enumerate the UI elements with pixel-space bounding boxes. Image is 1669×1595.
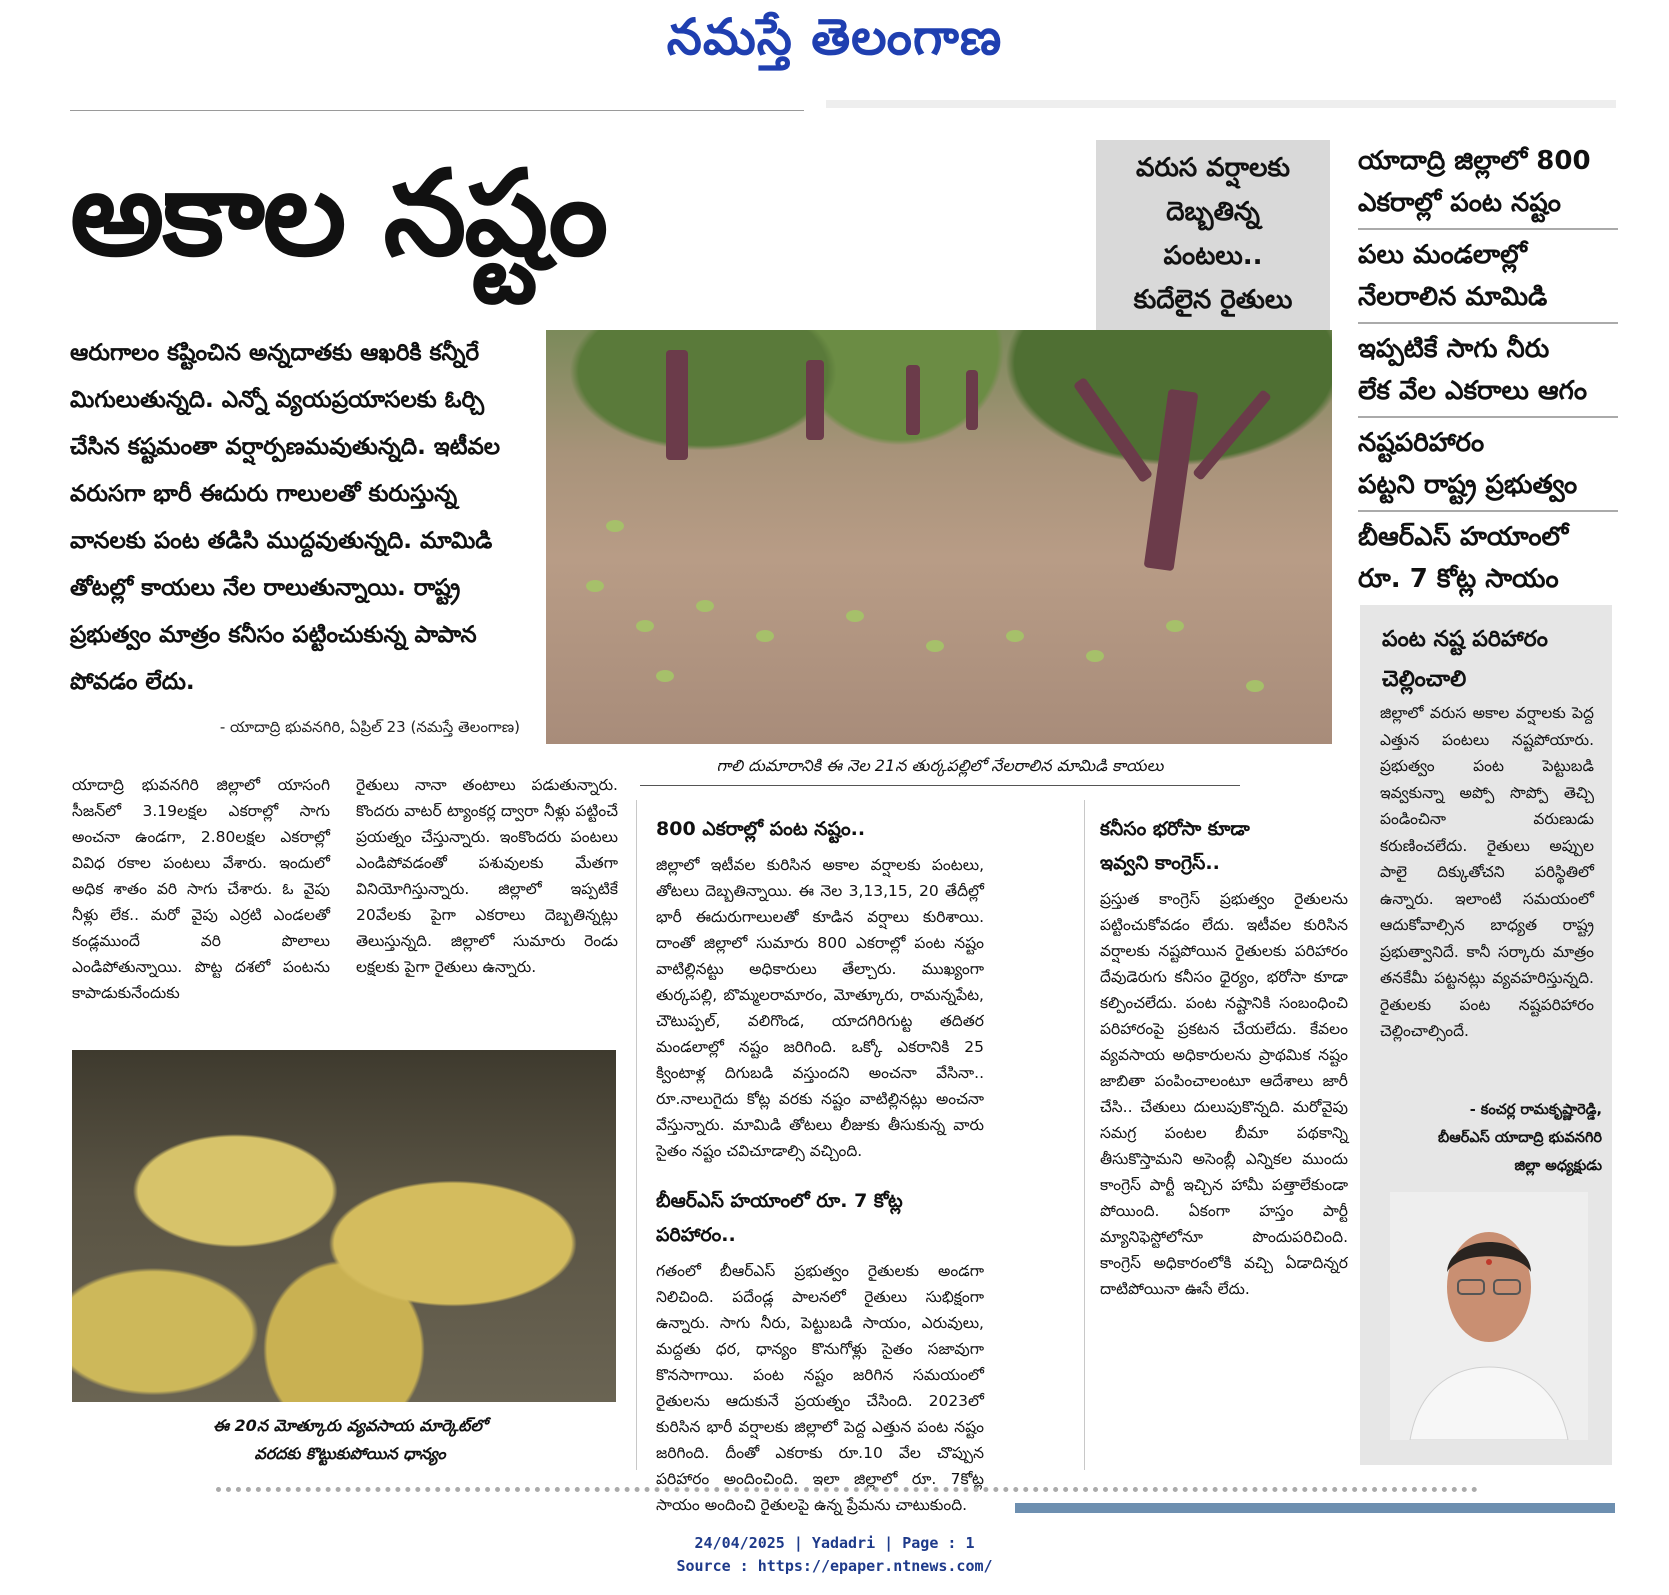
highlight-item bbox=[1358, 328, 1618, 418]
column-divider bbox=[1084, 800, 1085, 1470]
top-rule-right bbox=[826, 100, 1616, 108]
section-body: గతంలో బీఆర్ఎస్ ప్రభుత్వం రైతులకు అండగా నిలిచింది. పదేండ్ల పాలనలో రైతులు సుభిక్షంగా ఉన్నారు. సాగు నీరు, పెట్టుబడి సాయం, ఎరువులు, మద్దతు ధర, ధాన్యం కొనుగోళ్లు సైతం సజావుగా కొనసాగాయి. పంట నష్టం జరిగిన సమయంలో రైతులను ఆదుకునే ప్రయత్నం చేసింది. 2023లో కురిసిన భారీ వర్షాలకు జిల్లాలో పెద్ద ఎత్తున పంట నష్టం జరిగింది. దీంతో ఎకరాకు రూ.10 వేల చొప్పున పరిహారం అందించింది. ఇలా జిల్లాలో రూ. 7కోట్ల సాయం అందించి రైతులపై ఉన్న ప్రేమను చాటుకుంది. bbox=[656, 1262, 984, 1514]
caption-line: ఈ 20న మోత్కూరు వ్యవసాయ మార్కెట్‌లో bbox=[213, 1416, 487, 1435]
sidebar-title-line: పంట నష్ట పరిహారం bbox=[1382, 627, 1548, 652]
body-column-1: యాదాద్రి భువనగిరి జిల్లాలో యాసంగి సీజన్‌లో 3.19లక్షల ఎకరాల్లో సాగు అంచనా ఉండగా, 2.80లక్షల ఎకరాల్లో వివిధ రకాల పంటలు వేశారు. ఇందులో అధిక శాతం వరి సాగు చేశారు. ఓ వైపు నీళ్లు లేక.. మరో వైపు ఎర్రటి ఎండలతో కండ్లముందే వరి పొలాలు ఎండిపోతున్నాయి. పొట్ట దశలో పంటను కాపాడుకునేందుకు bbox=[72, 776, 330, 1002]
section-heading: 800 ఎకరాల్లో పంట నష్టం.. bbox=[656, 818, 866, 840]
section-body: ప్రస్తుత కాంగ్రెస్ ప్రభుత్వం రైతులను పట్టించుకోవడం లేదు. ఇటీవల కురిసిన వర్షాలకు నష్టపోయిన రైతులకు పరిహారం దేవుడెరుగు కనీసం ధైర్యం, భరోసా కూడా కల్పించలేదు. పంట నష్టానికి సంబంధించి పరిహారంపై ప్రకటన చేయలేదు. కేవలం వ్యవసాయ అధికారులను ప్రాథమిక నష్టం జాబితా పంపించాలంటూ ఆదేశాలు జారీ చేసి.. చేతులు దులుపుకొన్నది. మరోవైపు సమగ్ర పంటల బీమా పథకాన్ని తీసుకొస్తామని అసెంబ్లీ ఎన్నికల ముందు కాంగ్రెస్ పార్టీ ఇచ్చిన హామీ పత్తాలేకుండా పోయింది. ఏకంగా హస్తం పార్టీ మ్యానిఫెస్టోలోనూ పొందుపరిచింది. కాంగ్రెస్ అధికారంలోకి వచ్చి ఏడాదిన్నర దాటిపోయినా ఊసే లేదు. bbox=[1100, 890, 1348, 1298]
section-body: జిల్లాలో ఇటీవల కురిసిన అకాల వర్షాలకు పంటలు, తోటలు దెబ్బతిన్నాయి. ఈ నెల 3,13,15, 20 తేదీల్లో భారీ ఈదురుగాలులతో కూడిన వర్షాలు కురిశాయి. దాంతో జిల్లాలో సుమారు 800 ఎకరాల్లో పంట నష్టం వాటిల్లినట్టు అధికారులు తేల్చారు. ముఖ్యంగా తుర్కపల్లి, బొమ్మలరామారం, మోత్కూరు, రామన్నపేట, చౌటుప్పల్, వలిగొండ, యాదగిరిగుట్ట తదితర మండలాల్లో నష్టం జరిగింది. ఒక్కో ఎకరానికి 25 క్వింటాళ్ల దిగుబడి వస్తుందని అంచనా వేసినా.. రూ.నాలుగైదు కోట్ల వరకు నష్టం వాటిల్లినట్లు అంచనా వేస్తున్నారు. మామిడి తోటలు లీజుకు తీసుకున్న వారు సైతం నష్టం చవిచూడాల్సి వచ్చింది. bbox=[656, 856, 984, 1160]
sidebar-signature bbox=[1380, 1096, 1602, 1180]
top-rule-left bbox=[70, 110, 804, 111]
highlight-line: ఇప్పటికే సాగు నీరు bbox=[1358, 334, 1550, 364]
mango-orchard-photo bbox=[546, 330, 1332, 744]
section-800-acres bbox=[656, 812, 984, 1518]
section-heading: కనీసం భరోసా కూడా bbox=[1100, 818, 1250, 840]
highlight-item bbox=[1358, 516, 1618, 604]
signature-line: జిల్లా అధ్యక్షుడు bbox=[1514, 1158, 1602, 1174]
deck-line: పంటలు.. bbox=[1163, 241, 1263, 271]
sidebar-title-line: చెల్లించాలి bbox=[1382, 667, 1467, 692]
footer-source-line: Source : https://epaper.ntnews.com/ bbox=[676, 1557, 993, 1575]
highlight-line: లేక వేల ఎకరాలు ఆగం bbox=[1358, 376, 1588, 406]
signature-line: బీఆర్ఎస్ యాదాద్రి భువనగిరి bbox=[1438, 1130, 1602, 1146]
washed-grain-photo bbox=[72, 1050, 616, 1402]
highlight-item bbox=[1358, 140, 1618, 230]
highlight-line: రూ. 7 కోట్ల సాయం bbox=[1358, 564, 1559, 594]
intro-paragraph: ఆరుగాలం కష్టించిన అన్నదాతకు ఆఖరికి కన్నీరే మిగులుతున్నది. ఎన్నో వ్యయప్రయాసలకు ఓర్చి చేసిన కష్టమంతా వర్షార్పణమవుతున్నది. ఇటీవల వరుసగా భారీ ఈదురు గాలులతో కురుస్తున్న వానలకు పంట తడిసి ముద్దవుతున్నది. మామిడి తోటల్లో కాయలు నేల రాలుతున్నాయి. రాష్ట్ర ప్రభుత్వం మాత్రం కనీసం పట్టించుకున్న పాపాన పోవడం లేదు. bbox=[70, 340, 501, 695]
bottom-dotted-divider bbox=[216, 1487, 1478, 1492]
caption-line: వరదకు కొట్టుకుపోయిన ధాన్యం bbox=[254, 1444, 446, 1463]
highlight-line: బీఆర్ఎస్ హయాంలో bbox=[1358, 522, 1569, 552]
signature-line: - కంచర్ల రామకృష్ణారెడ్డి, bbox=[1469, 1102, 1602, 1118]
deck-line: దెబ్బతిన్న bbox=[1166, 197, 1260, 227]
section-heading: ఇవ్వని కాంగ్రెస్.. bbox=[1100, 852, 1220, 874]
deck-line: వరుస వర్షాలకు bbox=[1135, 153, 1291, 183]
section-congress bbox=[1100, 812, 1348, 1302]
sidebar-body: జిల్లాలో వరుస అకాల వర్షాలకు పెద్ద ఎత్తున పంటలు నష్టపోయారు. ప్రభుత్వం పంట పెట్టుబడి ఇవ్వకున్నా అప్పో సొప్పో తెచ్చి పండించినా వరుణుడు కరుణించలేదు. రైతులు అప్పుల పాలై దిక్కుతోచని పరిస్థితిలో ఉన్నారు. ఇలాంటి సమయంలో ఆదుకోవాల్సిన బాధ్యత రాష్ట్ర ప్రభుత్వానిదే. కానీ సర్కారు మాత్రం తనకేమీ పట్టనట్లు వ్యవహరిస్తున్నది. రైతులకు పంట నష్టపరిహారం చెల్లించాల్సిందే. bbox=[1380, 704, 1594, 1040]
column-divider bbox=[636, 800, 637, 1470]
body-column-2: రైతులు నానా తంటాలు పడుతున్నారు. కొందరు వాటర్ ట్యాంకర్ల ద్వారా నీళ్లు పట్టించే ప్రయత్నం చేస్తున్నారు. ఇంకొందరు పంటలు ఎండిపోవడంతో పశువులకు మేతగా వినియోగిస్తున్నారు. జిల్లాలో ఇప్పటికే 20వేలకు పైగా ఎకరాలు దెబ్బతిన్నట్లు తెలుస్తున్నది. జిల్లాలో సుమారు రెండు లక్షలకు పైగా రైతులు ఉన్నారు. bbox=[356, 776, 618, 976]
highlights-column bbox=[1358, 140, 1618, 608]
page-footer bbox=[0, 1532, 1669, 1578]
highlight-line: పట్టని రాష్ట్ర ప్రభుత్వం bbox=[1358, 470, 1578, 500]
headline: అకాల నష్టం bbox=[70, 144, 607, 282]
mango-photo-caption: గాలి దుమారానికి ఈ నెల 21న తుర్కపల్లిలో నేలరాలిన మామిడి కాయలు bbox=[640, 756, 1240, 786]
highlight-line: ఎకరాల్లో పంట నష్టం bbox=[1358, 188, 1561, 218]
portrait-photo bbox=[1390, 1192, 1588, 1440]
highlight-item bbox=[1358, 234, 1618, 324]
highlight-line: పలు మండలాల్లో bbox=[1358, 240, 1527, 270]
deck-box bbox=[1096, 140, 1330, 332]
masthead-logo: నమస్తే తెలంగాణ bbox=[666, 8, 1003, 66]
section-heading: బీఆర్ఎస్ హయాంలో రూ. 7 కోట్ల పరిహారం.. bbox=[656, 1190, 903, 1246]
highlight-item bbox=[1358, 422, 1618, 512]
next-article-strip bbox=[1015, 1503, 1615, 1513]
grain-photo-caption bbox=[120, 1412, 580, 1468]
highlight-line: యాదాద్రి జిల్లాలో 800 bbox=[1358, 146, 1591, 176]
sidebar-title bbox=[1382, 620, 1602, 700]
dateline-credit: - యాదాద్రి భువనగిరి, ఏప్రిల్ 23 (నమస్తే తెలంగాణ) bbox=[219, 718, 520, 736]
highlight-line: నష్టపరిహారం bbox=[1358, 428, 1485, 458]
deck-line: కుదేలైన రైతులు bbox=[1133, 285, 1293, 315]
footer-date-line: 24/04/2025 | Yadadri | Page : 1 bbox=[694, 1534, 975, 1552]
highlight-line: నేలరాలిన మామిడి bbox=[1358, 282, 1548, 312]
